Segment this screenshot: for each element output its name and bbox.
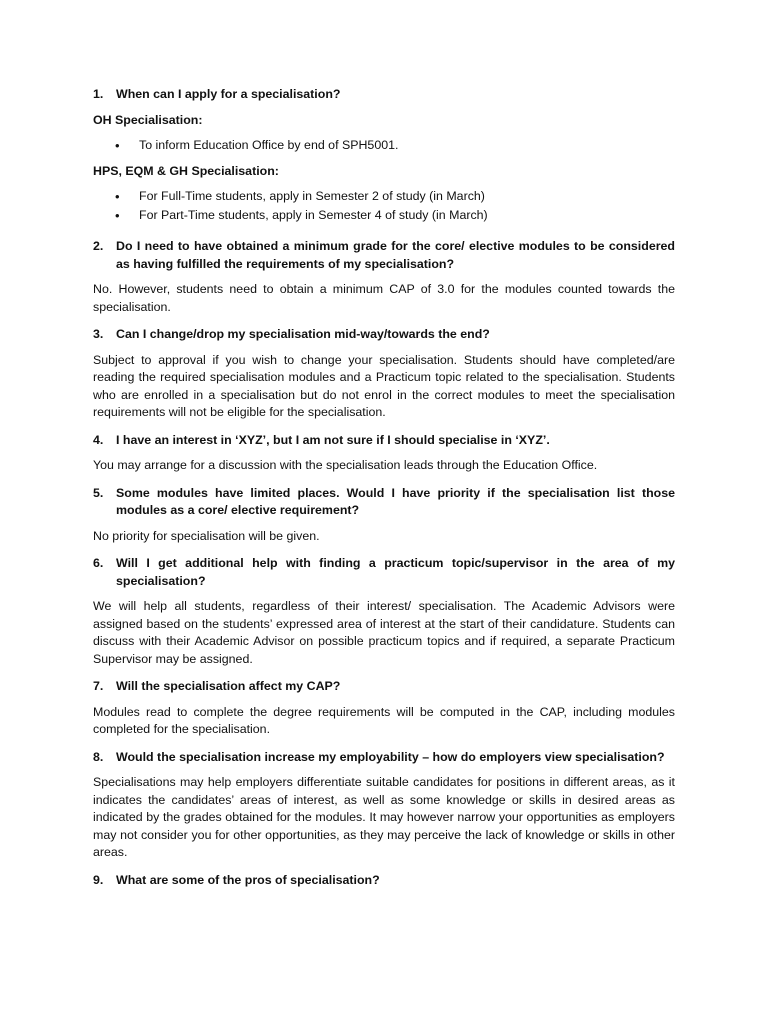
question-8 [93,749,675,767]
answer-3: Subject to approval if you wish to change your specialisation. Students should have completed/are reading the required specialisation modules and a Practicum topic related to the specialisation. Students who are enrolled in a specialisation but do not enrol in the correct modules to meet the specialisation requirements will not be eligible for the specialisation. [93,352,675,419]
answer-6: We will help all students, regardless of their interest/ specialisation. The Academic Advisors were assigned based on the students’ expressed area of interest at the start of their candidature. Students can discuss with their Academic Advisor on possible practicum topics and if required, a separate Practicum Supervisor may be assigned. [93,599,675,666]
question-text: Some modules have limited places. Would I have priority if the specialisation list those modules as a core/ elective requirement? [116,485,675,517]
answer-2: No. However, students need to obtain a minimum CAP of 3.0 for the modules counted towards the specialisation. [93,282,675,314]
question-text: Will I get additional help with finding a practicum topic/supervisor in the area of my specialisation? [116,556,675,588]
question-text: Can I change/drop my specialisation mid-way/towards the end? [116,327,490,341]
question-number: 8. [93,749,104,764]
question-1 [93,86,675,104]
oh-heading: OH Specialisation: [93,112,203,127]
hps-bullet-list [93,188,675,224]
question-number: 6. [93,556,104,570]
question-text: Do I need to have obtained a minimum grade for the core/ elective modules to be considered as having fulfilled the requirements of my specialisation? [116,239,675,271]
question-3 [93,326,675,344]
question-2 [93,238,675,273]
question-text: Would the specialisation increase my employability – how do employers view specialisation? [116,749,665,764]
question-text: When can I apply for a specialisation? [116,87,341,101]
question-number: 2. [93,239,104,253]
list-item: • For Full-Time students, apply in Semester 2 of study (in March) [93,188,675,206]
question-6 [93,555,675,590]
question-number: 4. [93,432,104,447]
question-5 [93,485,675,520]
question-text: Will the specialisation affect my CAP? [116,679,341,693]
question-number: 9. [93,872,104,887]
question-text: I have an interest in ‘XYZ’, but I am not sure if I should specialise in ‘XYZ’. [116,432,550,447]
oh-bullet-list [93,137,675,155]
answer-5: No priority for specialisation will be given. [93,528,320,543]
question-number: 7. [93,679,104,693]
question-9 [93,872,675,890]
question-7 [93,678,675,696]
list-item: • For Part-Time students, apply in Semester 4 of study (in March) [93,207,675,225]
faq-document [93,86,675,897]
answer-8: Specialisations may help employers differentiate suitable candidates for positions in different areas, as it indicates the candidates’ areas of interest, as well as some knowledge or skills in desired areas as indicated by the grades obtained for the modules. It may however narrow your opportunities as employers may not consider you for other opportunities, as they may perceive the lack of knowledge or skills in other areas. [93,775,675,859]
list-item: • To inform Education Office by end of SPH5001. [93,137,675,155]
answer-7: Modules read to complete the degree requirements will be computed in the CAP, including modules completed for the specialisation. [93,704,675,736]
question-number: 3. [93,327,104,341]
question-4 [93,432,675,450]
question-number: 1. [93,87,104,101]
question-text: What are some of the pros of specialisation? [116,872,380,887]
question-number: 5. [93,485,104,500]
answer-4: You may arrange for a discussion with the specialisation leads through the Education Office. [93,458,598,472]
hps-heading: HPS, EQM & GH Specialisation: [93,163,279,178]
